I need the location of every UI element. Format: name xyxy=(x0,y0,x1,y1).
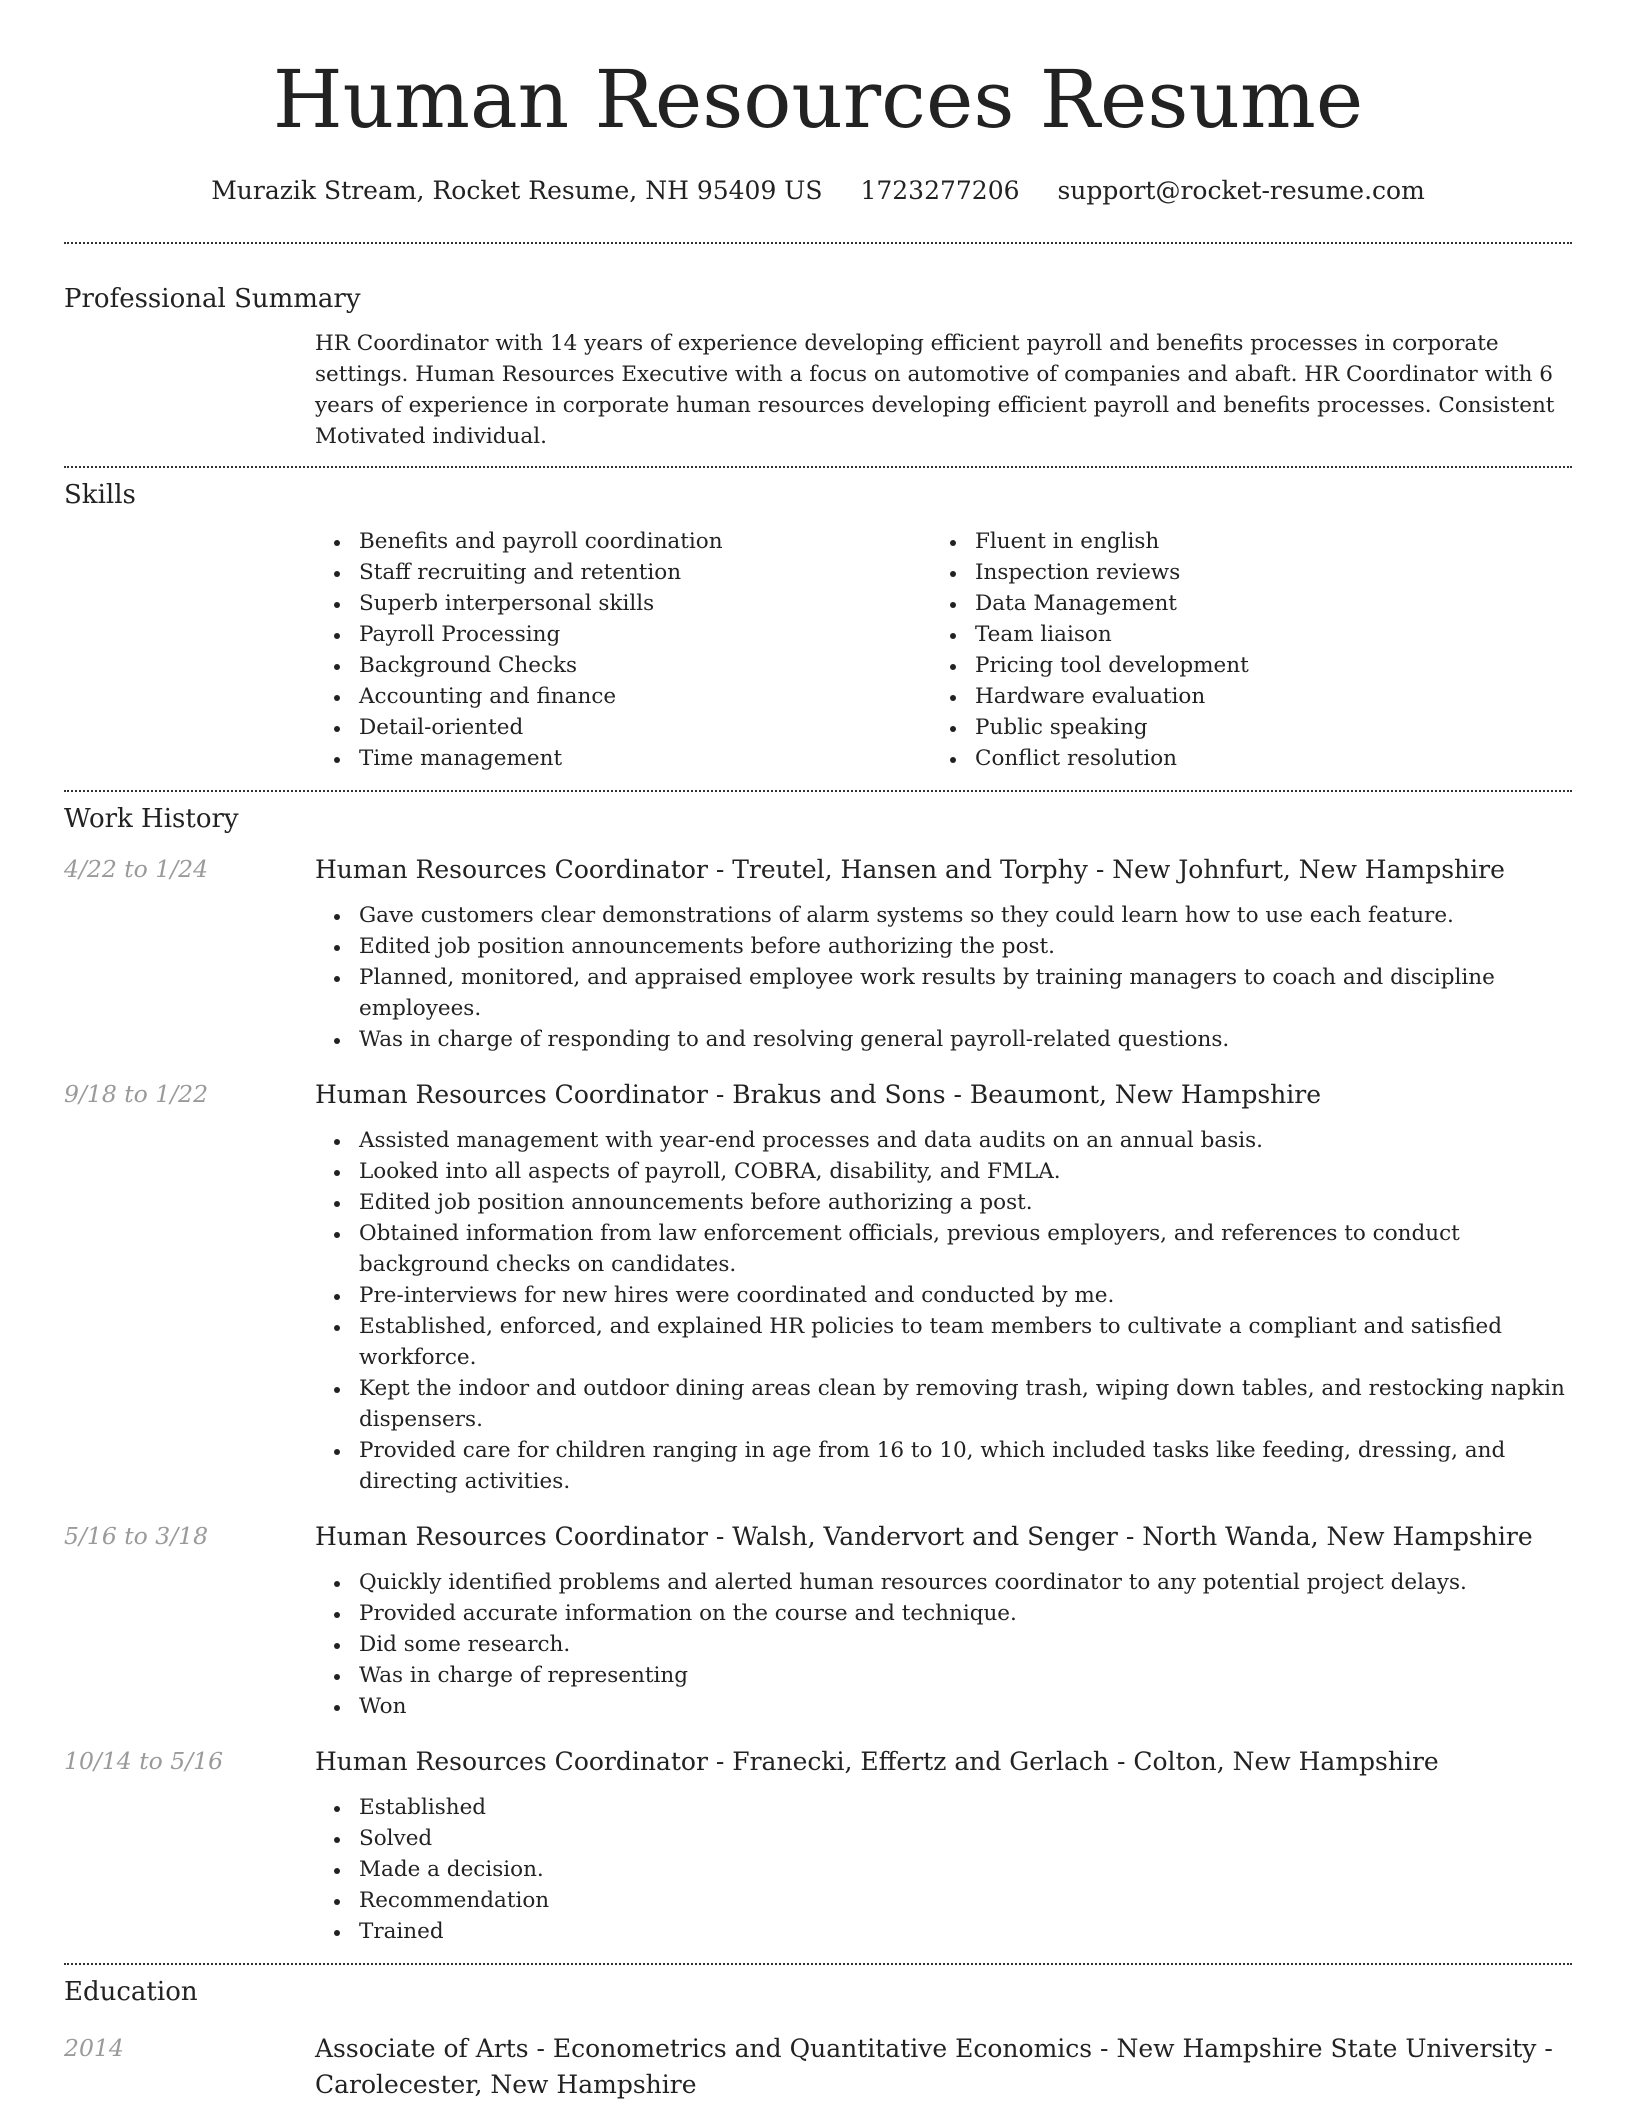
divider xyxy=(64,466,1572,468)
education-degree: Associate of Arts - Econometrics and Quantitative Economics - New Hampshire State University - Carolecester, New Hampshire xyxy=(315,2034,1553,2099)
job-duty: Assisted management with year-end processes and data audits on an annual basis. xyxy=(315,1125,1572,1156)
divider xyxy=(64,242,1572,244)
skill-item: Team liaison xyxy=(931,619,1547,650)
job-dates: 5/16 to 3/18 xyxy=(64,1522,209,1550)
resume-title: Human Resources Resume xyxy=(272,53,1364,146)
contact-line xyxy=(64,174,1572,208)
section-title-education: Education xyxy=(64,1977,198,2007)
skill-item: Background Checks xyxy=(315,650,931,681)
education-entry xyxy=(64,2031,1572,2103)
skills-list xyxy=(315,526,1572,774)
skill-item: Staff recruiting and retention xyxy=(315,557,931,588)
summary-text: HR Coordinator with 14 years of experience developing efficient payroll and benefits processes in corporate settings. Human Resources Executive with a focus on automotive of companies and abaft. HR Coordinator with 6 years of experience in corporate human resources developing efficient payroll and benefits processes. Consistent Motivated individual. xyxy=(315,331,1555,449)
job-duty: Established xyxy=(315,1792,1572,1823)
job-duty: Established, enforced, and explained HR policies to team members to cultivate a compliant and satisfied workforce. xyxy=(315,1311,1572,1373)
skill-item: Accounting and finance xyxy=(315,681,931,712)
job-duty: Solved xyxy=(315,1823,1572,1854)
skill-item: Benefits and payroll coordination xyxy=(315,526,931,557)
job-duty: Provided accurate information on the course and technique. xyxy=(315,1598,1572,1629)
job-duty: Was in charge of responding to and resolving general payroll-related questions. xyxy=(315,1024,1572,1055)
job-dates: 10/14 to 5/16 xyxy=(64,1747,224,1775)
job-entry xyxy=(64,1744,1572,1947)
job-duty: Quickly identified problems and alerted human resources coordinator to any potential project delays. xyxy=(315,1567,1572,1598)
education-list xyxy=(64,2031,1572,2103)
resume-page xyxy=(64,0,1572,2103)
job-duty: Planned, monitored, and appraised employee work results by training managers to coach and discipline employees. xyxy=(315,962,1572,1024)
contact-address: Murazik Stream, Rocket Resume, NH 95409 US xyxy=(211,176,823,205)
job-title: Human Resources Coordinator - Walsh, Vandervort and Senger - North Wanda, New Hampshire xyxy=(315,1522,1533,1551)
job-duty: Pre-interviews for new hires were coordinated and conducted by me. xyxy=(315,1280,1572,1311)
job-duty: Trained xyxy=(315,1916,1572,1947)
job-duties xyxy=(315,1125,1572,1497)
job-duty: Edited job position announcements before authorizing a post. xyxy=(315,1187,1572,1218)
job-entry xyxy=(64,1519,1572,1722)
job-title: Human Resources Coordinator - Treutel, Hansen and Torphy - New Johnfurt, New Hampshire xyxy=(315,855,1505,884)
skill-item: Public speaking xyxy=(931,712,1547,743)
skill-item: Payroll Processing xyxy=(315,619,931,650)
skill-item: Superb interpersonal skills xyxy=(315,588,931,619)
job-duty: Provided care for children ranging in age from 16 to 10, which included tasks like feeding, dressing, and directing activities. xyxy=(315,1435,1572,1497)
work-history-list xyxy=(64,852,1572,1947)
job-duty: Kept the indoor and outdoor dining areas clean by removing trash, wiping down tables, and restocking napkin dispensers. xyxy=(315,1373,1572,1435)
skill-item: Pricing tool development xyxy=(931,650,1547,681)
job-duty: Recommendation xyxy=(315,1885,1572,1916)
skill-item: Hardware evaluation xyxy=(931,681,1547,712)
skills-column-2 xyxy=(931,526,1547,774)
job-duty: Obtained information from law enforcement officials, previous employers, and references to conduct background checks on candidates. xyxy=(315,1218,1572,1280)
job-duty: Was in charge of representing xyxy=(315,1660,1572,1691)
job-duty: Did some research. xyxy=(315,1629,1572,1660)
job-title: Human Resources Coordinator - Brakus and Sons - Beaumont, New Hampshire xyxy=(315,1080,1321,1109)
job-duties xyxy=(315,1792,1572,1947)
skill-item: Time management xyxy=(315,743,931,774)
job-duty: Gave customers clear demonstrations of alarm systems so they could learn how to use each feature. xyxy=(315,900,1572,931)
job-dates: 9/18 to 1/22 xyxy=(64,1080,209,1108)
job-duties xyxy=(315,900,1572,1055)
contact-phone: 1723277206 xyxy=(860,176,1020,205)
job-duty: Won xyxy=(315,1691,1572,1722)
job-title: Human Resources Coordinator - Franecki, Effertz and Gerlach - Colton, New Hampshire xyxy=(315,1747,1439,1776)
skill-item: Conflict resolution xyxy=(931,743,1547,774)
skill-item: Data Management xyxy=(931,588,1547,619)
skill-item: Inspection reviews xyxy=(931,557,1547,588)
job-duty: Edited job position announcements before authorizing the post. xyxy=(315,931,1572,962)
section-title-work: Work History xyxy=(64,804,239,834)
job-duty: Made a decision. xyxy=(315,1854,1572,1885)
job-dates: 4/22 to 1/24 xyxy=(64,855,209,883)
divider xyxy=(64,790,1572,792)
divider xyxy=(64,1963,1572,1965)
job-entry xyxy=(64,1077,1572,1497)
job-duty: Looked into all aspects of payroll, COBRA, disability, and FMLA. xyxy=(315,1156,1572,1187)
skills-column-1 xyxy=(315,526,931,774)
job-entry xyxy=(64,852,1572,1055)
section-title-summary: Professional Summary xyxy=(64,284,361,314)
section-title-skills: Skills xyxy=(64,480,136,510)
skill-item: Detail-oriented xyxy=(315,712,931,743)
job-duties xyxy=(315,1567,1572,1722)
skill-item: Fluent in english xyxy=(931,526,1547,557)
contact-email: support@rocket-resume.com xyxy=(1057,176,1425,205)
education-year: 2014 xyxy=(64,2034,124,2062)
